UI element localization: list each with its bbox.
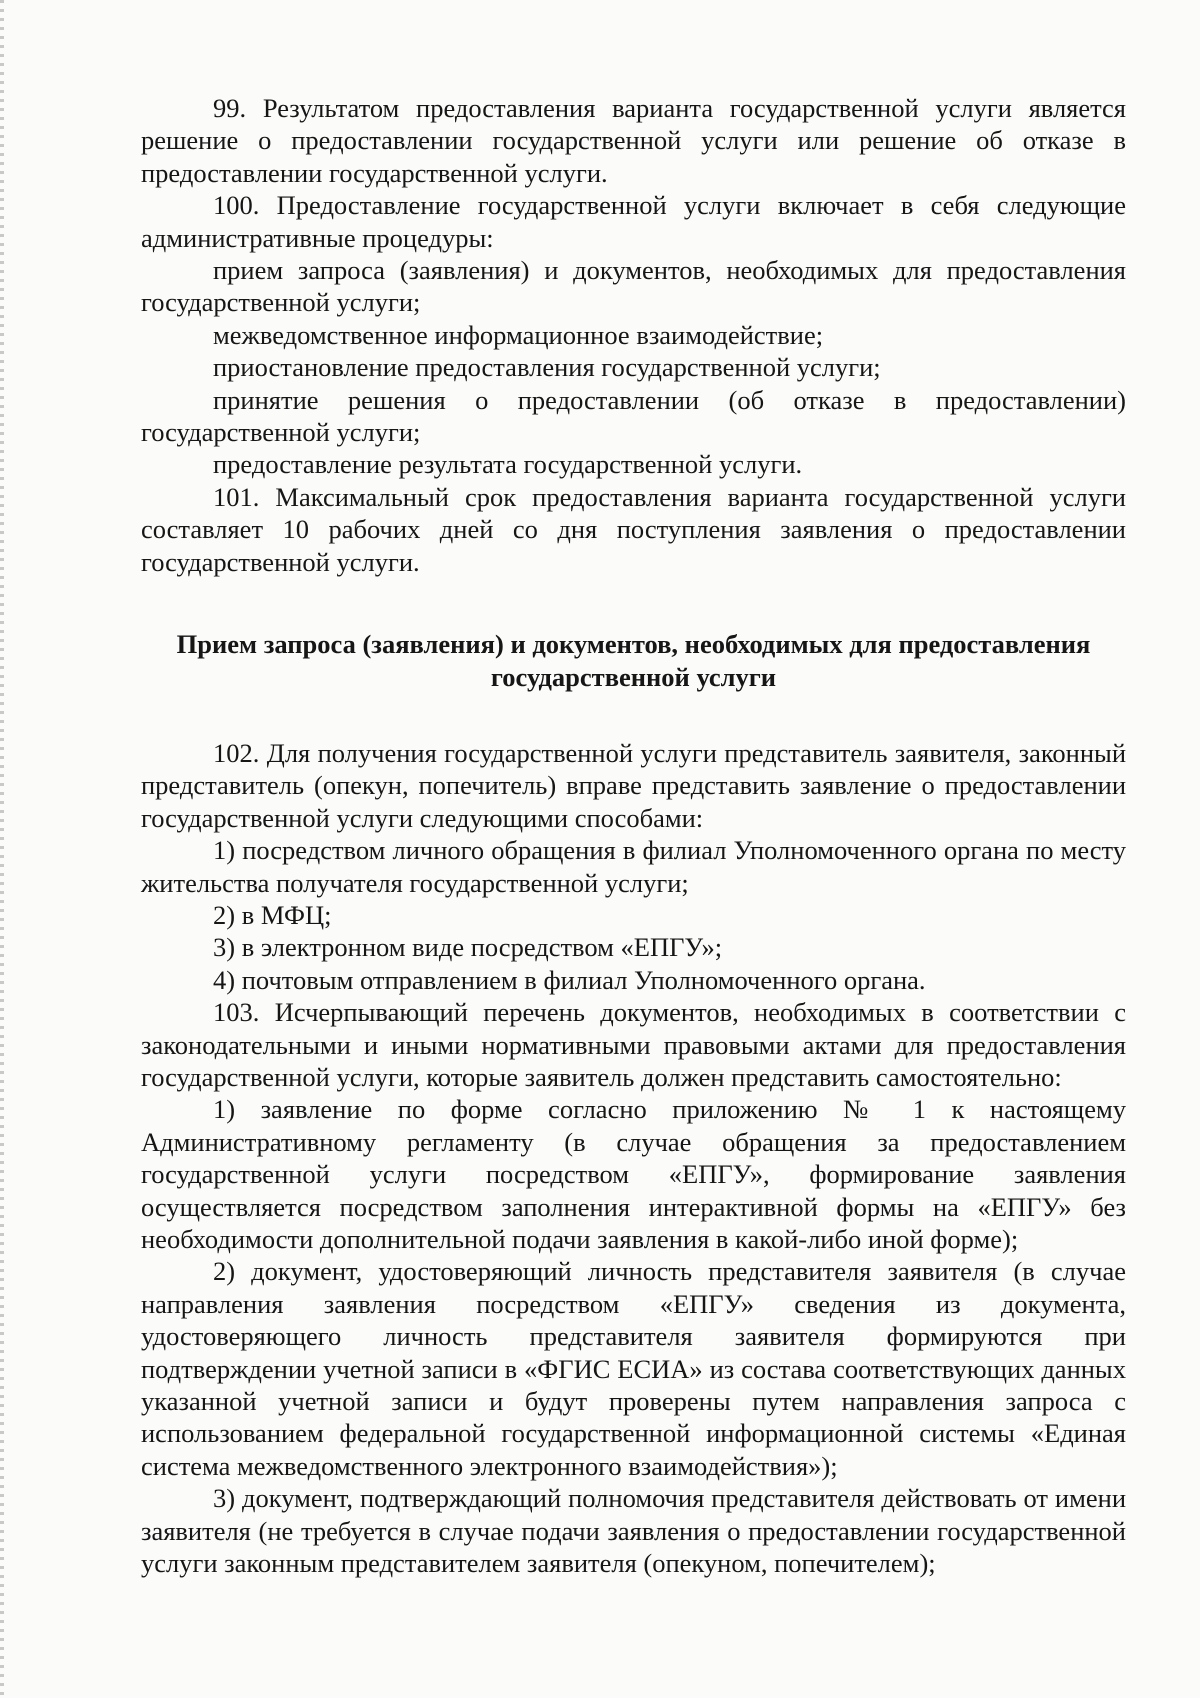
list-item: 2) документ, удостоверяющий личность представителя заявителя (в случае направления заявления посредством «ЕПГУ» сведения из документа, удостоверяющего личность представителя заявителя формируются при подтверждении учетной записи в «ФГИС ЕСИА» из состава соответствующих данных указанной учетной записи и будут проверены путем направления запроса с использованием федеральной государственной информационной системы «Единая система межведомственного электронного взаимодействия»);: [141, 1256, 1126, 1481]
list-item: 2) в МФЦ;: [213, 899, 332, 930]
paragraph-102: 102. Для получения государственной услуги представитель заявителя, законный представитель (опекун, попечитель) вправе представить заявление о предоставлении государственной услуги следующими способами:: [141, 737, 1126, 833]
procedure-item: приостановление предоставления государственной услуги;: [213, 352, 881, 383]
procedure-item: принятие решения о предоставлении (об отказе в предоставлении) государственной услуги;: [141, 384, 1126, 448]
procedure-item: предоставление результата государственной услуги.: [213, 449, 803, 480]
list-item: 1) посредством личного обращения в филиал Уполномоченного органа по месту жительства получателя государственной услуги;: [141, 835, 1126, 898]
list-item: 4) почтовым отправлением в филиал Уполномоченного органа.: [213, 964, 926, 995]
list-item: 3) в электронном виде посредством «ЕПГУ»;: [213, 932, 723, 963]
scan-edge-marks: [0, 0, 4, 1698]
paragraph-101: 101. Максимальный срок предоставления варианта государственной услуги составляет 10 рабочих дней со дня поступления заявления о предоставлении государственной услуги.: [141, 481, 1126, 577]
section-heading: Прием запроса (заявления) и документов, необходимых для предоставления государственной услуги: [176, 629, 1091, 692]
list-item: 3) документ, подтверждающий полномочия представителя действовать от имени заявителя (не требуется в случае подачи заявления о предоставлении государственной услуги законным представителем заявителя (опекуном, попечителем);: [141, 1483, 1126, 1579]
paragraph-103: 103. Исчерпывающий перечень документов, необходимых в соответствии с законодательными и иными нормативными правовыми актами для предоставления государственной услуги, которые заявитель должен представить самостоятельно:: [141, 997, 1126, 1092]
paragraph-100: 100. Предоставление государственной услуги включает в себя следующие административные процедуры:: [141, 190, 1126, 253]
document-body: [141, 92, 1126, 1579]
procedure-item: прием запроса (заявления) и документов, необходимых для предоставления государственной услуги;: [141, 255, 1126, 318]
paragraph-99: 99. Результатом предоставления варианта государственной услуги является решение о предоставлении государственной услуги или решение об отказе в предоставлении государственной услуги.: [141, 93, 1126, 188]
procedure-item: межведомственное информационное взаимодействие;: [213, 319, 824, 350]
list-item: 1) заявление по форме согласно приложению № 1 к настоящему Административному регламенту (в случае обращения за предоставлением государственной услуги посредством «ЕПГУ», формирование заявления осуществляется посредством заполнения интерактивной формы на «ЕПГУ» без необходимости дополнительной подачи заявления в какой-либо иной форме);: [141, 1094, 1126, 1254]
